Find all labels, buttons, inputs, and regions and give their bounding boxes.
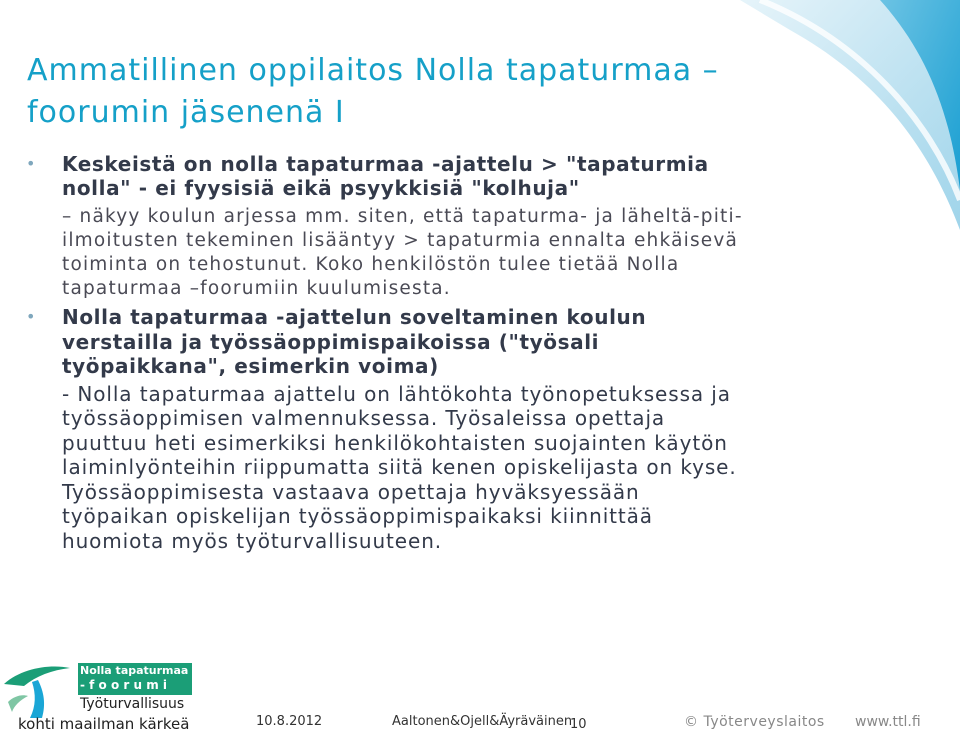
logo-line3: Työturvallisuus [80, 696, 185, 712]
footer-date: 10.8.2012 [256, 714, 323, 729]
logo-line4: kohti maailman kärkeä [18, 715, 190, 733]
logo-line2: - f o o r u m i [80, 678, 168, 692]
bullet2-text: Nolla tapaturmaa -ajattelun soveltaminen koulun verstailla ja työssäoppimispaikoissa ("työsali työpaikkana", esimerkin voima) [62, 305, 647, 378]
slide-content [26, 152, 752, 553]
subpoint-nakyy: – näkyy koulun arjessa mm. siten, että tapaturma- ja läheltä-piti-ilmoitusten tekeminen lisääntyy > tapaturmia ennalta ehkäisevä toiminta on tehostunut. Koko henkilöstön tulee tietää Nolla tapaturmaa –foorumiin kuulumisesta. [62, 206, 743, 299]
nolla-tapaturmaa-logo [0, 660, 200, 735]
bullet-soveltaminen [26, 305, 752, 379]
footer-copyright: © Työterveyslaitos [684, 714, 825, 730]
logo-mark-icon [2, 662, 72, 722]
footer-authors: Aaltonen&Ojell&Äyräväinen [392, 714, 573, 729]
page-title: Ammatillinen oppilaitos Nolla tapaturmaa –foorumin jäsenenä I [27, 53, 719, 130]
bullet1-text: Keskeistä on nolla tapaturmaa -ajattelu > "tapaturmia nolla" - ei fyysisiä eikä psyykkisiä "kolhuja" [62, 152, 709, 200]
bullet-keskeista [26, 152, 752, 200]
logo-line1: Nolla tapaturmaa [80, 664, 189, 677]
footer-url[interactable]: www.ttl.fi [855, 714, 921, 730]
footer-page-number: 10 [570, 717, 587, 732]
bullet-dot: • [26, 307, 37, 326]
subpoint-lahtokohta: - Nolla tapaturmaa ajattelu on lähtökohta työnopetuksessa ja työssäoppimisen valmennuksessa. Työsaleissa opettaja puuttuu heti esimerkiksi henkilökohtaisten suojainten käytön laiminlyönteihin riippumatta siitä kenen opiskelijasta on kyse. Työssäoppimisesta vastaava opettaja hyväksyessään työpaikan opiskelijan työssäoppimispaikaksi kiinnittää huomiota myös työturvallisuuteen. [62, 381, 737, 553]
bullet-dot: • [26, 154, 37, 173]
